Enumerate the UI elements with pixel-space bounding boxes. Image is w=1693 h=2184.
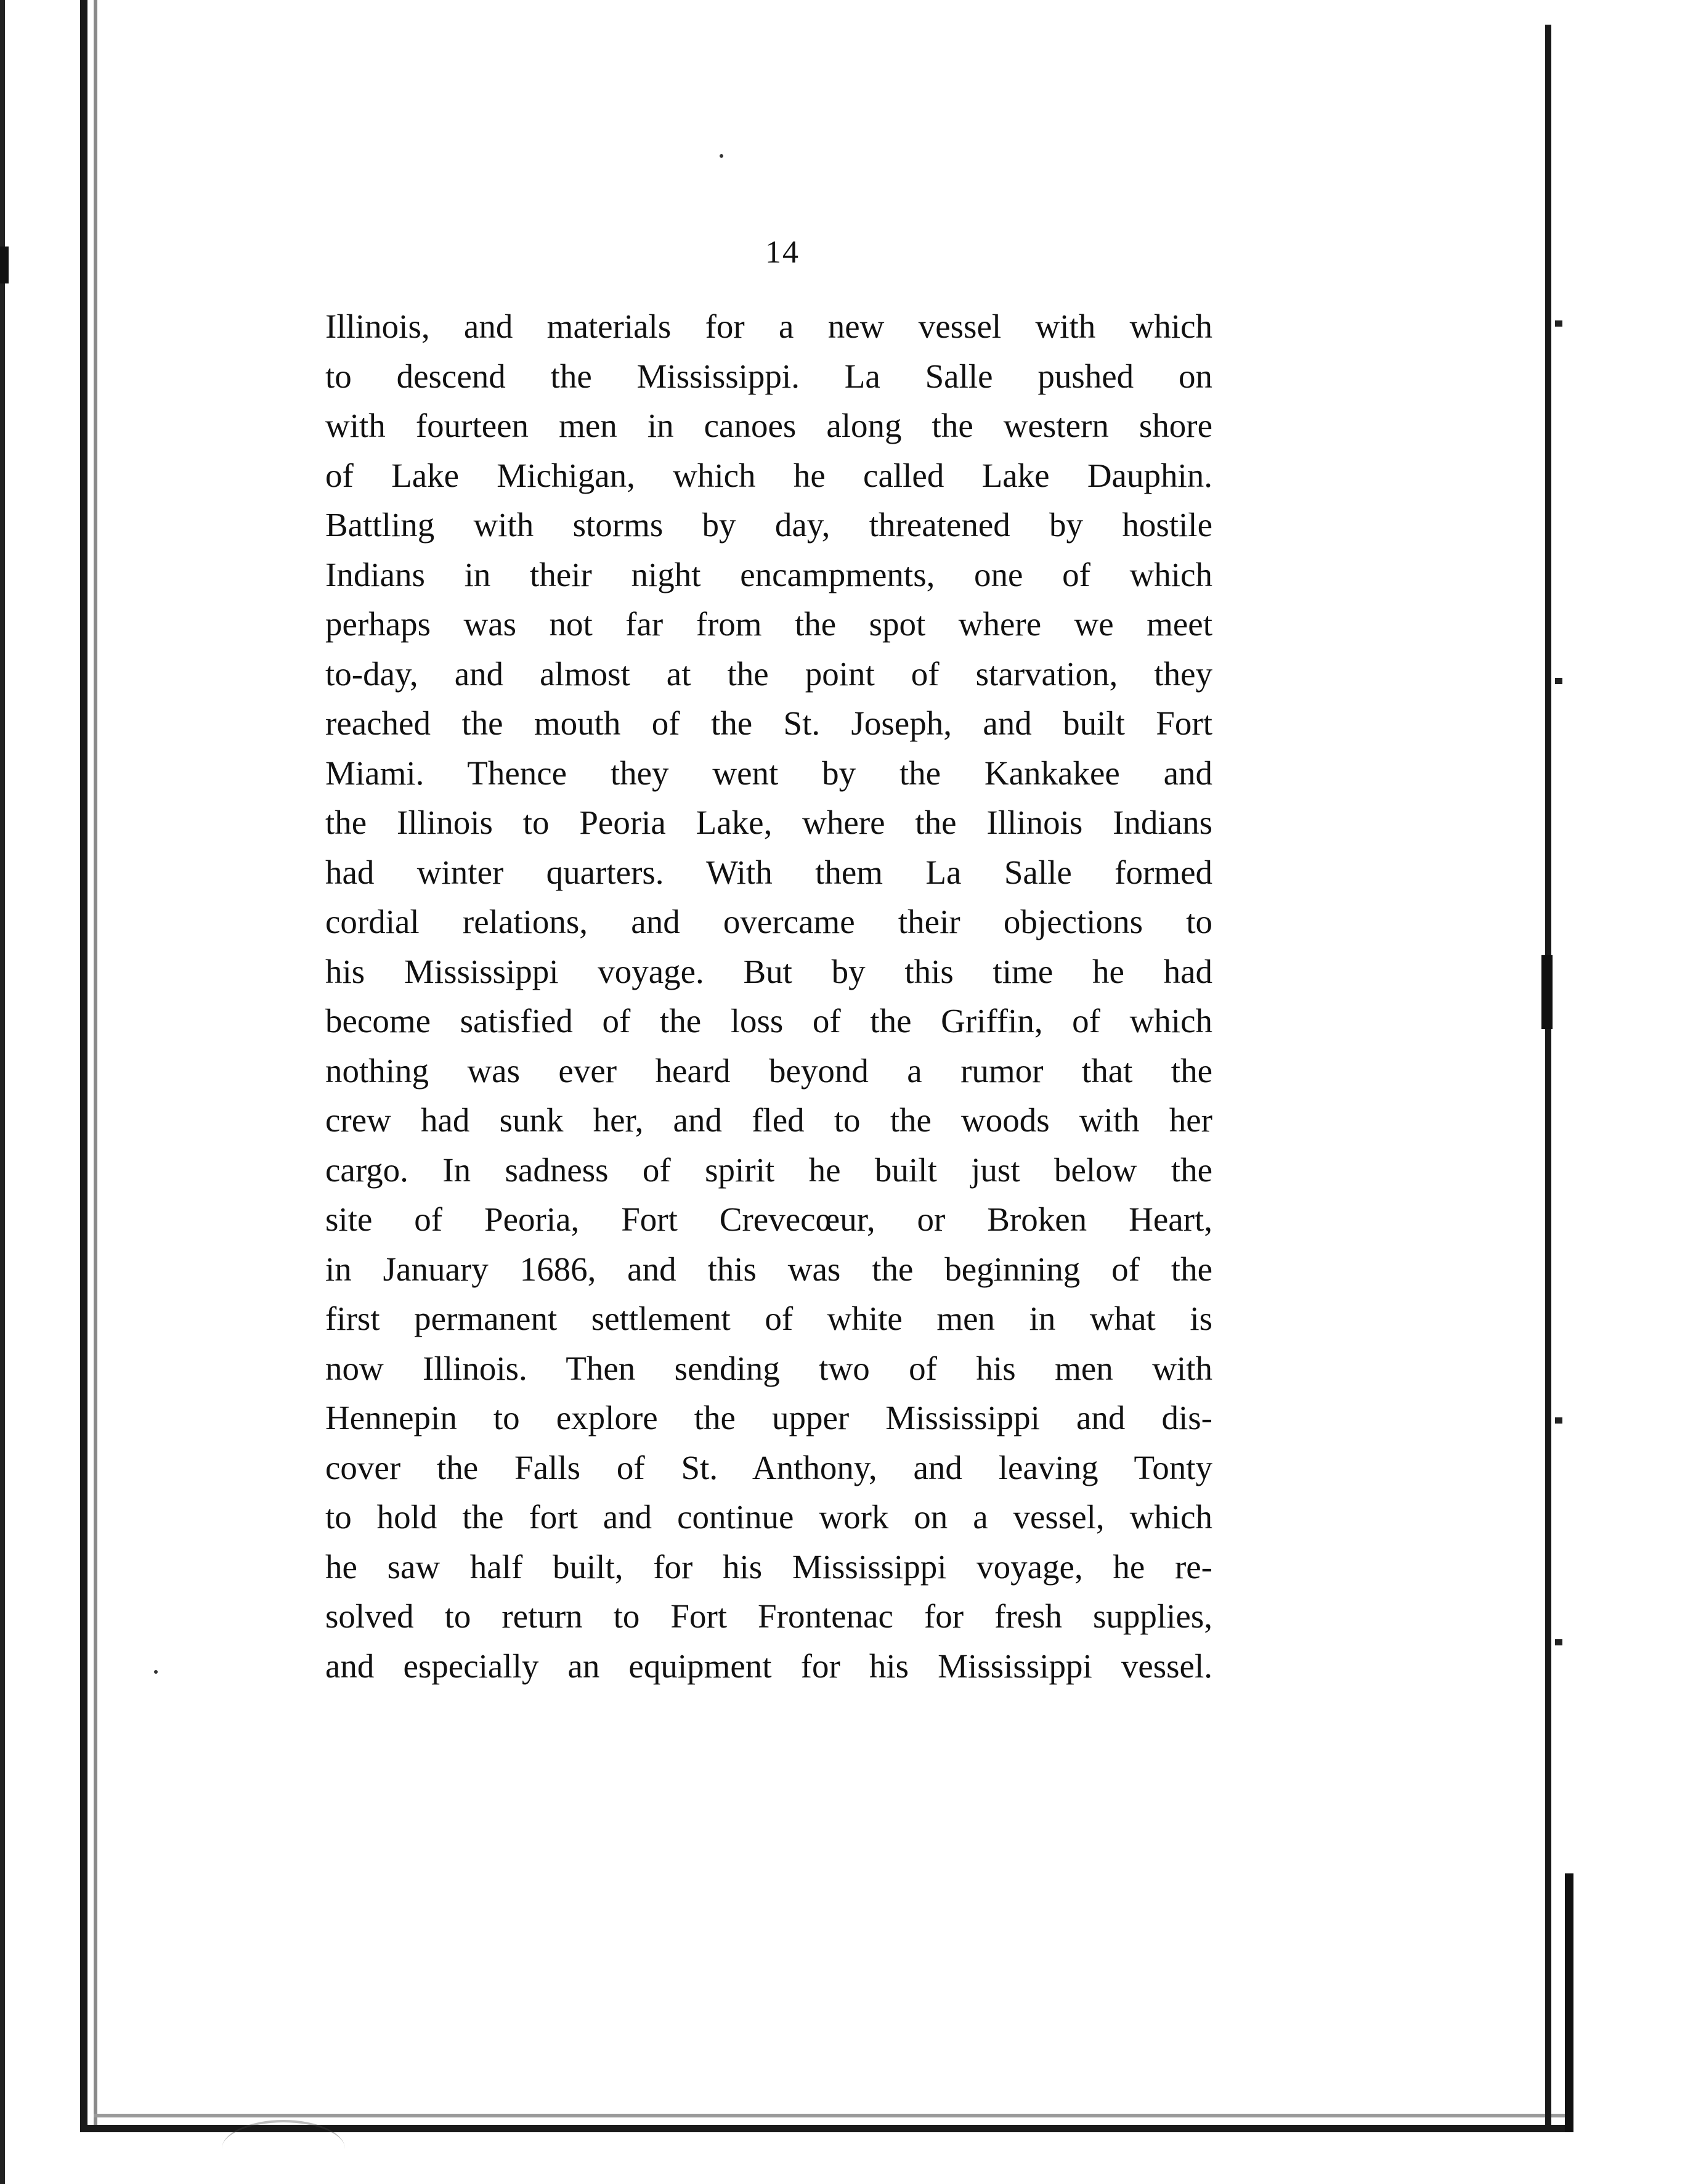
text-line: and especially an equipment for his Mississippi vessel. [325,1647,1212,1685]
page-left-border [80,0,87,2132]
right-edge-tick [1555,1417,1562,1424]
scan-speck [720,154,723,158]
page-bottom-border-shadow [94,2114,1571,2117]
right-edge-tick [1555,320,1562,327]
page-right-border-mark [1541,955,1553,1029]
text-line: cover the Falls of St. Anthony, and leaving Tonty [325,1448,1212,1486]
text-line: crew had sunk her, and fled to the woods with her [325,1101,1212,1139]
text-line: in January 1686, and this was the beginning of the [325,1250,1212,1288]
text-line: cordial relations, and overcame their objections to [325,903,1212,940]
page-left-border-shadow [94,0,97,2132]
scan-speck [154,1670,158,1674]
scan-left-mark [0,247,9,283]
page-number: 14 [765,235,800,270]
text-line: Hennepin to explore the upper Mississippi and dis- [325,1399,1212,1436]
text-line: he saw half built, for his Mississippi voyage, he re- [325,1547,1212,1586]
text-line: Illinois, and materials for a new vessel with which [325,308,1212,345]
text-line: nothing was ever heard beyond a rumor that the [325,1051,1212,1090]
text-line: solved to return to Fort Frontenac for fresh supplies, [325,1597,1212,1635]
page-right-border [1545,25,1551,2132]
text-line: site of Peoria, Fort Crevecœur, or Broken Heart, [325,1200,1212,1238]
bottom-scan-artifact [222,2120,345,2178]
right-edge-tick [1555,678,1562,684]
text-line: of Lake Michigan, which he called Lake Dauphin. [325,456,1212,494]
text-line: Battling with storms by day, threatened by hostile [325,506,1212,544]
text-line: Indians in their night encampments, one of which [325,555,1212,593]
text-line: become satisfied of the loss of the Griffin, of which [325,1002,1212,1040]
text-line: now Illinois. Then sending two of his men with [325,1349,1212,1387]
text-line: had winter quarters. With them La Salle formed [325,853,1212,891]
text-line: cargo. In sadness of spirit he built just below the [325,1151,1212,1189]
text-line: with fourteen men in canoes along the western shore [325,407,1212,444]
text-line: to-day, and almost at the point of starvation, they [325,654,1212,693]
page-right-border-lower [1565,1873,1573,2132]
body-text [325,302,1212,1691]
scan-left-edge [0,0,5,2184]
text-line: first permanent settlement of white men in what is [325,1300,1212,1337]
text-line: perhaps was not far from the spot where we meet [325,605,1212,643]
text-line: reached the mouth of the St. Joseph, and built Fort [325,704,1212,742]
text-line: to hold the fort and continue work on a vessel, which [325,1498,1212,1536]
text-line: to descend the Mississippi. La Salle pushed on [325,357,1212,395]
text-line: his Mississippi voyage. But by this time he had [325,952,1212,990]
right-edge-tick [1555,1639,1562,1645]
text-line: the Illinois to Peoria Lake, where the Illinois Indians [325,804,1212,841]
text-line: Miami. Thence they went by the Kankakee and [325,754,1212,792]
